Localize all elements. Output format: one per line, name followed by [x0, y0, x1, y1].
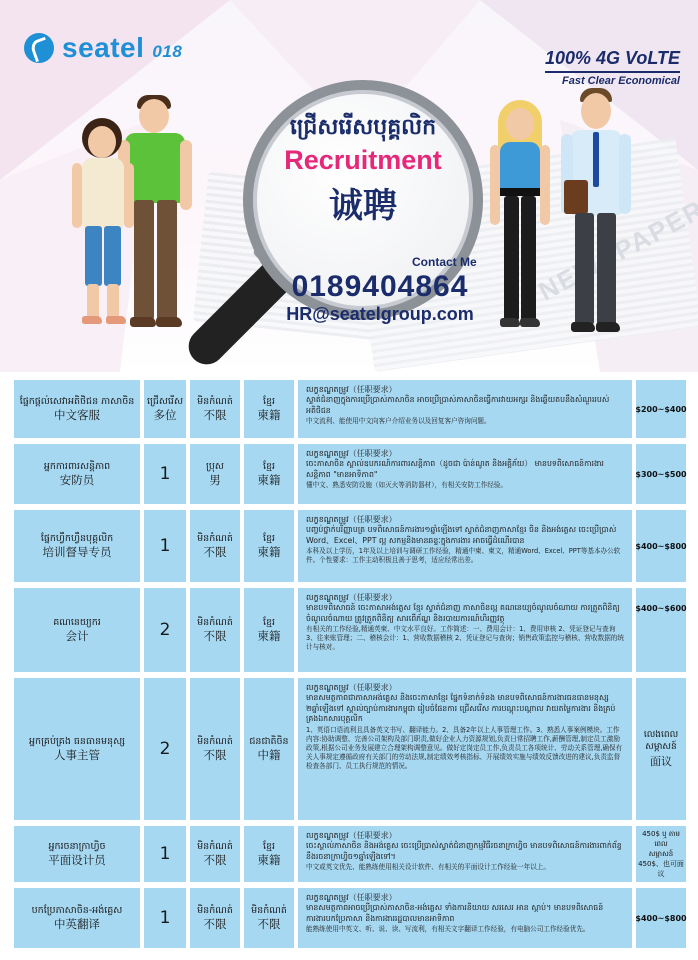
headline-recruitment: Recruitment	[284, 145, 442, 175]
job-title-km: អ្នកគ្រប់គ្រង ធនធានមនុស្ស	[29, 736, 125, 747]
job-salary-cell	[636, 510, 686, 582]
job-nationality-km: ខ្មែរ	[262, 841, 276, 852]
requirements-heading: លក្ខខណ្ឌតម្រូវ（任职要求）	[306, 515, 397, 524]
requirements-zh: 有相关的工作经验,精通英柬、中文水平良好。工作简述：一、费用会计：1、费用审核 2、凭证登记与查询 3、往来账管理；二、稽核会计：1、营收数据稽核 2、凭证登记与查询；销售政策监控与稽核、营收数据的统计与核对。	[306, 625, 624, 651]
job-title-km: បកប្រែភាសាចិន-អង់គ្លេស	[31, 905, 123, 916]
job-row	[14, 588, 686, 672]
hero-banner	[0, 0, 698, 372]
job-title-zh: 中英翻译	[54, 917, 100, 931]
job-count: 1	[159, 844, 171, 864]
job-salary: $200~$400	[635, 404, 687, 414]
requirements-zh: 1、英语口语流利且具备英文书写、翻译能力。2、具备2年以上人事管理工作。3、熟悉人事案例模块。工作内容:协助调整、完善公司架构及部门职责,做好企业人力资源规划,负责日常招聘工作,薪酬管理,制定员工激励政策,根据公司业务发展建立合理架构调整意见。做好定岗定员工作,负责员工各项统计、劳动关系管理,确保有关人事规定遵循政府有关部门的劳动法规,制定绩效考核指标、开展绩效实施与绩效反馈改进的建议,负责监督检查各部门、员工执行规范的情况。	[306, 725, 623, 770]
job-gender-zh: 不限	[203, 629, 227, 643]
brand-name: seatel	[62, 32, 145, 63]
job-title-cell	[14, 826, 140, 882]
requirements-km: បញ្ចប់ថ្នាក់បរិញ្ញាបត្រ បទពិសោធន៍ការងារ១ឆ្នាំឡើងទៅ ស្ទាត់ជំនាញភាសាខ្មែរ ចិន និងអង់គ្លេស ចេះប្រើប្រាស់ Word、Excel、PPT ល្អ សកម្មនិងមានឆន្ទៈក្នុងការងារ អាចធ្វើដំណើរបាន	[306, 525, 617, 545]
job-count: 多位	[153, 408, 177, 422]
requirements-zh: 中文或英文优先、能熟练使用相关设计软件、有相关的平面设计工作经验一年以上。	[306, 863, 550, 871]
job-nationality-zh: 柬籍	[257, 853, 281, 867]
job-gender-cell	[190, 510, 240, 582]
job-row	[14, 510, 686, 582]
job-gender-cell	[190, 380, 240, 438]
headline-chinese: 诚聘	[329, 186, 397, 226]
job-salary: $400~$600	[635, 604, 687, 613]
requirements-zh: 本科及以上学历，1年及以上培训与调研工作经验，精通中柬、柬文，精通Word、Excel、PPT等基本办公软件。个性要求：工作主动积极且善于思考，适应经常出差。	[306, 547, 621, 564]
job-salary-cell	[636, 588, 686, 672]
job-salary-cell	[636, 380, 686, 438]
job-salary-km: លេងពេលសម្ភាសន៍	[643, 730, 679, 752]
businessman-figure	[560, 88, 632, 338]
job-row	[14, 826, 686, 882]
requirements-heading: លក្ខខណ្ឌតម្រូវ（任职要求）	[306, 449, 397, 458]
job-gender-cell	[190, 588, 240, 672]
job-nationality-cell	[244, 510, 294, 582]
requirements-km: មានបទពិសោធន៍ ចេះភាសាអង់គ្លេស ខ្មែរ ស្ទាត់ជំនាញ ភាសាចិនល្អ គណនេយ្យចំណូលចំណាយ ការត្រួតពិនិត្យចំណូលចំណាយ ត្រូវត្រួតពិនិត្យ សារពើភ័ណ្ឌ និងរបាយការណ៍ហិរញ្ញវត្ថុ	[306, 603, 620, 623]
job-nationality-zh: 柬籍	[257, 545, 281, 559]
job-nationality-km: ខ្មែរ	[262, 533, 276, 544]
job-nationality-km: ខ្មែរ	[262, 396, 276, 407]
job-nationality-cell	[244, 380, 294, 438]
job-title-cell	[14, 888, 140, 948]
job-count: 1	[159, 464, 171, 484]
job-row	[14, 380, 686, 438]
job-salary-line: 450$ ឬ តាមពេល	[642, 830, 680, 848]
job-gender-zh: 不限	[203, 917, 227, 931]
job-requirements-cell	[298, 888, 632, 948]
requirements-heading: លក្ខខណ្ឌតម្រូវ（任职要求）	[306, 831, 397, 840]
requirements-km: ចេះភាសាចិន ស្គាល់ឧបករណ៍ការពារសន្តិភាព（ដូចជា ប៉ាន់ណូត និងអគ្គិភ័យ） មានបទពិសោធន៍ការងារសន្តិភាព "មានអាទិភាព"	[306, 459, 604, 479]
job-count: 2	[159, 739, 171, 759]
job-requirements-cell	[298, 826, 632, 882]
job-salary: $400~$800	[635, 913, 687, 923]
requirements-km: ស្ទាត់ជំនាញក្នុងការប្រើប្រាស់ភាសាចិន អាចប្រើប្រាស់ភាសាចិនធ្វើការវាយអក្សរ និងឆ្លើយតបនឹងសំណួររបស់អតិថិជន	[306, 395, 610, 415]
requirements-zh: 懂中文、熟悉安防设施（如灭火等消防器材），有相关安防工作经验。	[306, 481, 508, 489]
job-count-cell	[144, 588, 186, 672]
brand-number: 018	[152, 42, 183, 61]
requirements-km: មានសមត្ថភាពអាចប្រើប្រាស់ភាសាចិន-អង់គ្លេស ទាំងការនិយាយ សរសេរ អាន ស្តាប់។ មានបទពិសោធន៍ការងារបកប្រែភាសា និងការងាររដ្ឋបាលមានអាទិភាព	[306, 903, 604, 923]
job-count-cell	[144, 888, 186, 948]
volte-title: 100% 4G VoLTE	[544, 48, 680, 68]
job-gender-zh: 不限	[203, 748, 227, 762]
job-requirements-cell	[298, 380, 632, 438]
job-nationality-zh: 柬籍	[257, 629, 281, 643]
job-row	[14, 678, 686, 820]
job-title-km: ផ្នែកផ្តល់សេវាអតិថិជន ភាសាចិន	[19, 396, 135, 407]
job-gender-cell	[190, 826, 240, 882]
job-title-km: គណនេយ្យករ	[53, 617, 101, 628]
job-title-zh: 人事主管	[54, 748, 100, 762]
job-requirements-cell	[298, 678, 632, 820]
job-salary-line: 450$、也可面议	[638, 860, 684, 878]
job-title-cell	[14, 510, 140, 582]
job-nationality-zh: 柬籍	[257, 408, 281, 422]
requirements-zh: 中文流利、能使用中文向客户介绍业务以及回复客户咨询问题。	[306, 417, 491, 425]
requirements-heading: លក្ខខណ្ឌតម្រូវ（任职要求）	[306, 385, 397, 394]
job-count-cell	[144, 678, 186, 820]
job-requirements-cell	[298, 588, 632, 672]
job-salary: $400~$800	[635, 541, 687, 551]
job-title-km: អ្នករចនាក្រាហ្វិច	[48, 841, 106, 852]
job-nationality-km: ខ្មែរ	[262, 461, 276, 472]
job-gender-cell	[190, 678, 240, 820]
job-gender-zh: 不限	[203, 545, 227, 559]
job-title-zh: 平面设计员	[48, 853, 106, 867]
job-title-cell	[14, 380, 140, 438]
job-gender-zh: 男	[209, 473, 221, 487]
job-gender-cell	[190, 888, 240, 948]
contact-label: Contact Me	[412, 255, 477, 269]
job-nationality-km: ខ្មែរ	[262, 617, 276, 628]
job-nationality-zh: 中籍	[257, 748, 281, 762]
requirements-km: មានសមត្ថភាពជាភាសាអង់គ្លេស និងចេះភាសាខ្មែរ ផ្នែកទំនាក់ទំនង មានបទពិសោធន៍ការងារធនធានមនុស្ស ២ឆ្នាំឡើងទៅ ស្គាល់ច្បាប់ការងារកម្ពុជា រៀបចំផែនការ ជ្រើសរើស ការបណ្តុះបណ្តាល វាយតម្លៃការងារ និងគ្រប់គ្រងឯកសារបុគ្គលិក	[306, 693, 616, 723]
seatel-logo-icon	[24, 33, 54, 63]
job-gender-zh: 不限	[203, 853, 227, 867]
job-count-cell	[144, 380, 186, 438]
job-requirements-cell	[298, 510, 632, 582]
job-count-cell	[144, 826, 186, 882]
requirements-km: ចេះស្គាល់ភាសាចិន និងអង់គ្លេស ចេះប្រើប្រាស់ស្ទាត់ជំនាញកម្មវិធីរចនាក្រាហ្វិច មានបទពិសោធន៍ការងារពាក់ព័ន្ធនឹងរចនាក្រាហ្វិច១ឆ្នាំឡើងទៅ។	[306, 841, 622, 861]
job-nationality-km: ជនជាតិចិន	[249, 736, 289, 747]
job-nationality-km: មិនកំណត់	[251, 905, 287, 916]
logo-text	[62, 32, 182, 64]
job-requirements-cell	[298, 444, 632, 504]
volte-badge	[545, 48, 680, 87]
job-count-km: ជ្រើសរើស	[147, 396, 183, 407]
headline-khmer: ជ្រើសរើសបុគ្គលិក	[289, 115, 437, 140]
job-title-zh: 中文客服	[54, 408, 100, 422]
job-gender-km: មិនកំណត់	[197, 736, 233, 747]
requirements-zh: 能熟练使用中英文、听、说、读、写流利，有相关文字翻译工作经验，有电脑公司工作经验优先。	[306, 925, 590, 933]
job-title-cell	[14, 588, 140, 672]
job-gender-km: មិនកំណត់	[197, 617, 233, 628]
requirements-heading: លក្ខខណ្ឌតម្រូវ（任职要求）	[306, 683, 397, 692]
job-count: 2	[159, 620, 171, 640]
job-gender-km: មិនកំណត់	[197, 396, 233, 407]
job-gender-km: មិនកំណត់	[197, 905, 233, 916]
job-title-km: អ្នកការពារសន្តិភាព	[43, 461, 111, 472]
job-salary-zh: 面议	[650, 755, 672, 768]
job-title-km: ផ្នែកហ្វឹកហ្វឺនបុគ្គលិក	[40, 533, 114, 544]
job-gender-cell	[190, 444, 240, 504]
job-salary-line: សម្ភាសន៍	[648, 850, 674, 858]
job-salary: $300~$500	[635, 469, 687, 479]
contact-phone[interactable]: 0189404864	[291, 270, 469, 303]
job-nationality-cell	[244, 826, 294, 882]
job-title-cell	[14, 444, 140, 504]
requirements-heading: លក្ខខណ្ឌតម្រូវ（任职要求）	[306, 893, 397, 902]
job-title-zh: 会计	[65, 629, 89, 643]
job-title-cell	[14, 678, 140, 820]
job-count-cell	[144, 510, 186, 582]
job-gender-km: មិនកំណត់	[197, 841, 233, 852]
job-count: 1	[159, 908, 171, 928]
volte-subtitle: Fast Clear Economical	[545, 71, 680, 87]
job-nationality-zh: 柬籍	[257, 473, 281, 487]
job-nationality-cell	[244, 444, 294, 504]
job-gender-km: មិនកំណត់	[197, 533, 233, 544]
job-row	[14, 444, 686, 504]
job-row	[14, 888, 686, 948]
job-nationality-cell	[244, 588, 294, 672]
job-nationality-zh: 不限	[257, 917, 281, 931]
job-title-zh: 培训督导专员	[42, 545, 112, 559]
blonde-woman-figure	[490, 100, 550, 340]
job-gender-zh: 不限	[203, 408, 227, 422]
job-gender-km: ប្រុស	[206, 461, 224, 472]
job-salary-cell	[636, 678, 686, 820]
requirements-heading: លក្ខខណ្ឌតម្រូវ（任职要求）	[306, 593, 397, 602]
job-salary-cell	[636, 826, 686, 882]
job-salary-cell	[636, 444, 686, 504]
woman-left-figure	[68, 118, 138, 333]
seatel-logo	[24, 28, 182, 68]
contact-email[interactable]: HR@seatelgroup.com	[286, 304, 474, 324]
job-salary-cell	[636, 888, 686, 948]
job-count-cell	[144, 444, 186, 504]
job-nationality-cell	[244, 678, 294, 820]
job-count: 1	[159, 536, 171, 556]
job-nationality-cell	[244, 888, 294, 948]
job-title-zh: 安防员	[59, 473, 95, 487]
